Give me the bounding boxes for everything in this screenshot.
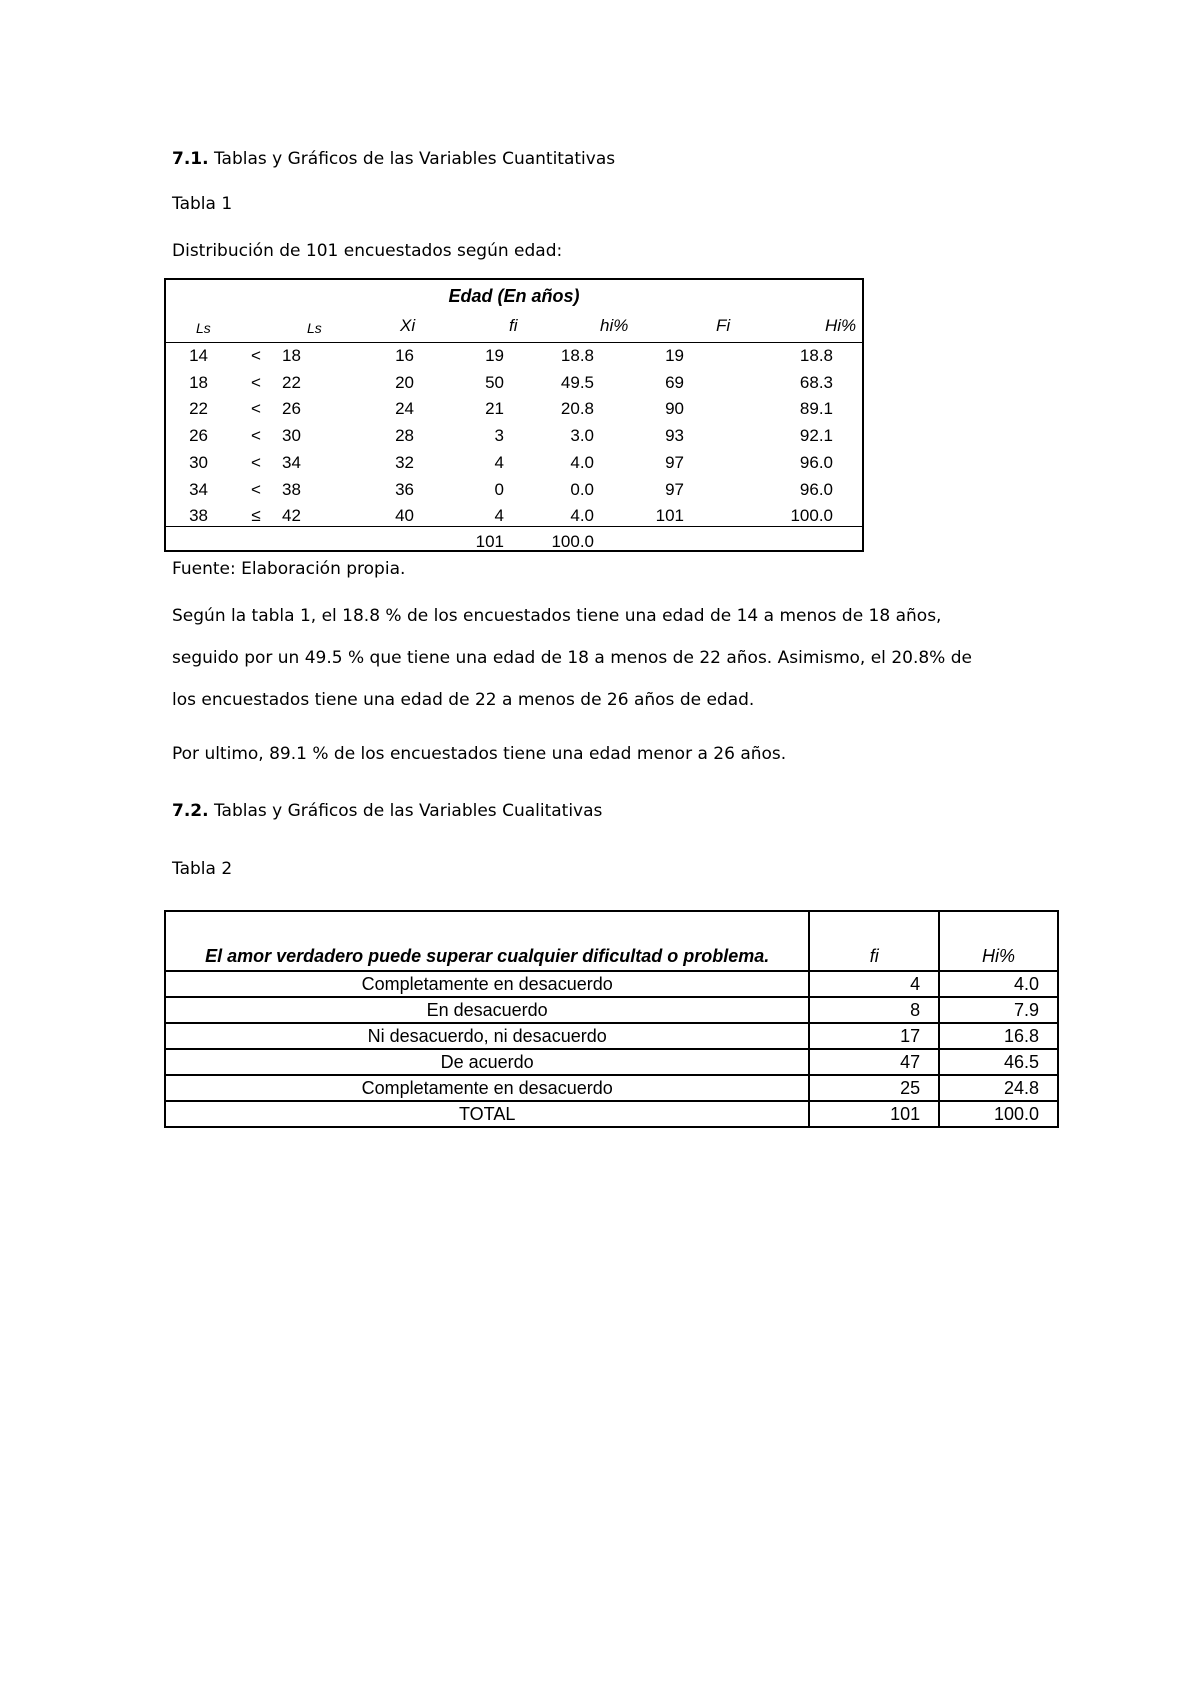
cell-operator: < <box>251 426 261 446</box>
cell-hi-pct: 3.0 <box>570 426 594 446</box>
table-row <box>165 1049 1058 1075</box>
header-xi: Xi <box>400 316 416 335</box>
cell-xi: 16 <box>395 346 414 365</box>
table-1-title: Edad (En años) <box>448 286 580 306</box>
paragraph-2: Por ultimo, 89.1 % de los encuestados tiene una edad menor a 26 años. <box>172 744 787 764</box>
cell-operator: < <box>251 346 261 365</box>
cell-hi-pct: 49.5 <box>560 372 594 392</box>
cell-fi-cum: 101 <box>655 506 684 526</box>
cell-fi-cum: 97 <box>665 452 684 472</box>
row-label: Completamente en desacuerdo <box>165 971 809 997</box>
table-2-hi-header: Hi% <box>939 911 1058 971</box>
table-row <box>165 1075 1058 1101</box>
header-fi: fi <box>509 316 518 335</box>
table-1-caption: Distribución de 101 encuestados según edad: <box>172 241 563 261</box>
cell-ls-upper: 30 <box>282 426 301 446</box>
cell-fi-cum: 69 <box>665 372 684 392</box>
cell-hi-cum-pct: 18.8 <box>799 346 833 365</box>
cell-xi: 24 <box>395 399 414 419</box>
row-label: Ni desacuerdo, ni desacuerdo <box>165 1023 809 1049</box>
cell-fi-cum: 93 <box>665 426 684 446</box>
section-2-number: 7.2. <box>172 801 209 821</box>
cell-ls-upper: 42 <box>282 506 301 526</box>
cell-hi-cum-pct: 92.1 <box>799 426 833 446</box>
cell-fi: 21 <box>485 399 504 419</box>
cell-ls-lower: 26 <box>189 426 208 446</box>
cell-ls-upper: 18 <box>282 346 301 365</box>
table-1-total-row <box>166 532 862 559</box>
table-row <box>166 346 862 373</box>
cell-ls-lower: 34 <box>189 479 208 499</box>
header-hi-pct: hi% <box>600 316 629 335</box>
cell-ls-upper: 34 <box>282 452 301 472</box>
age-distribution-table <box>164 278 864 552</box>
table-2-label: Tabla 2 <box>172 859 233 879</box>
cell-operator: < <box>251 372 261 392</box>
table-2-fi-header: fi <box>809 911 939 971</box>
cell-fi: 3 <box>494 426 504 446</box>
table-row <box>165 997 1058 1023</box>
cell-hi-cum-pct: 89.1 <box>799 399 833 419</box>
cell-hi-pct: 18.8 <box>560 346 594 365</box>
row-fi: 4 <box>809 971 939 997</box>
table-row <box>166 399 862 426</box>
table-row <box>166 373 862 400</box>
header-ls-upper: Ls <box>307 320 322 336</box>
row-fi: 8 <box>809 997 939 1023</box>
cell-fi: 50 <box>485 372 504 392</box>
total-label: TOTAL <box>165 1101 809 1127</box>
cell-ls-lower: 18 <box>189 372 208 392</box>
cell-fi: 4 <box>494 452 504 472</box>
cell-xi: 40 <box>395 506 414 526</box>
cell-hi-pct: 4.0 <box>570 452 594 472</box>
cell-operator: ≤ <box>251 506 261 526</box>
total-divider <box>166 526 862 527</box>
cell-hi-cum-pct: 96.0 <box>799 452 833 472</box>
cell-hi-pct: 20.8 <box>560 399 594 419</box>
cell-hi-cum-pct: 96.0 <box>799 479 833 499</box>
cell-fi: 0 <box>494 479 504 499</box>
cell-operator: < <box>251 452 261 472</box>
header-divider <box>166 342 862 343</box>
header-fi-cum: Fi <box>716 316 731 335</box>
cell-xi: 28 <box>395 426 414 446</box>
header-hi-cum-pct: Hi% <box>825 316 857 335</box>
row-hi: 4.0 <box>939 971 1058 997</box>
cell-ls-lower: 22 <box>189 399 208 419</box>
cell-hi-cum-pct: 100.0 <box>790 506 833 526</box>
cell-operator: < <box>251 399 261 419</box>
row-label: De acuerdo <box>165 1049 809 1075</box>
cell-xi: 36 <box>395 479 414 499</box>
row-label: Completamente en desacuerdo <box>165 1075 809 1101</box>
cell-hi-pct: 4.0 <box>570 506 594 526</box>
total-hi: 100.0 <box>551 532 594 551</box>
total-hi: 100.0 <box>939 1101 1058 1127</box>
cell-ls-upper: 38 <box>282 479 301 499</box>
row-fi: 47 <box>809 1049 939 1075</box>
cell-fi: 4 <box>494 506 504 526</box>
section-1-heading <box>172 148 615 170</box>
table-row <box>165 1023 1058 1049</box>
paragraph-1-line-1: Según la tabla 1, el 18.8 % de los encuestados tiene una edad de 14 a menos de 18 años, <box>172 606 942 626</box>
row-fi: 25 <box>809 1075 939 1101</box>
cell-ls-lower: 14 <box>189 346 208 365</box>
opinion-table <box>164 910 1059 1128</box>
table-row <box>166 506 862 533</box>
section-2-heading <box>172 800 602 822</box>
row-label: En desacuerdo <box>165 997 809 1023</box>
cell-fi-cum: 19 <box>665 346 684 365</box>
row-fi: 17 <box>809 1023 939 1049</box>
cell-ls-upper: 26 <box>282 399 301 419</box>
table-row <box>166 453 862 480</box>
cell-fi-cum: 90 <box>665 399 684 419</box>
table-1-source: Fuente: Elaboración propia. <box>172 559 406 579</box>
cell-hi-cum-pct: 68.3 <box>799 372 833 392</box>
row-hi: 46.5 <box>939 1049 1058 1075</box>
paragraph-1-line-3: los encuestados tiene una edad de 22 a menos de 26 años de edad. <box>172 690 755 710</box>
cell-xi: 20 <box>395 372 414 392</box>
paragraph-1-line-2: seguido por un 49.5 % que tiene una edad de 18 a menos de 22 años. Asimismo, el 20.8% de <box>172 648 972 668</box>
table-row <box>165 971 1058 997</box>
table-2-total-row <box>165 1101 1058 1127</box>
table-row <box>166 480 862 507</box>
cell-ls-lower: 38 <box>189 506 208 526</box>
cell-hi-pct: 0.0 <box>570 479 594 499</box>
table-2-header-row <box>165 911 1058 971</box>
table-2-question-header: El amor verdadero puede superar cualquier dificultad o problema. <box>165 911 809 971</box>
row-hi: 16.8 <box>939 1023 1058 1049</box>
table-row <box>166 426 862 453</box>
section-2-title: Tablas y Gráficos de las Variables Cualitativas <box>208 801 603 821</box>
cell-ls-upper: 22 <box>282 372 301 392</box>
total-fi: 101 <box>809 1101 939 1127</box>
cell-xi: 32 <box>395 452 414 472</box>
cell-operator: < <box>251 479 261 499</box>
header-ls-lower: Ls <box>196 320 211 336</box>
cell-fi-cum: 97 <box>665 479 684 499</box>
cell-fi: 19 <box>485 346 504 365</box>
section-1-title: Tablas y Gráficos de las Variables Cuantitativas <box>208 149 616 169</box>
total-fi: 101 <box>475 532 504 551</box>
table-1-label: Tabla 1 <box>172 194 233 214</box>
cell-ls-lower: 30 <box>189 452 208 472</box>
row-hi: 24.8 <box>939 1075 1058 1101</box>
section-1-number: 7.1. <box>172 149 209 169</box>
row-hi: 7.9 <box>939 997 1058 1023</box>
